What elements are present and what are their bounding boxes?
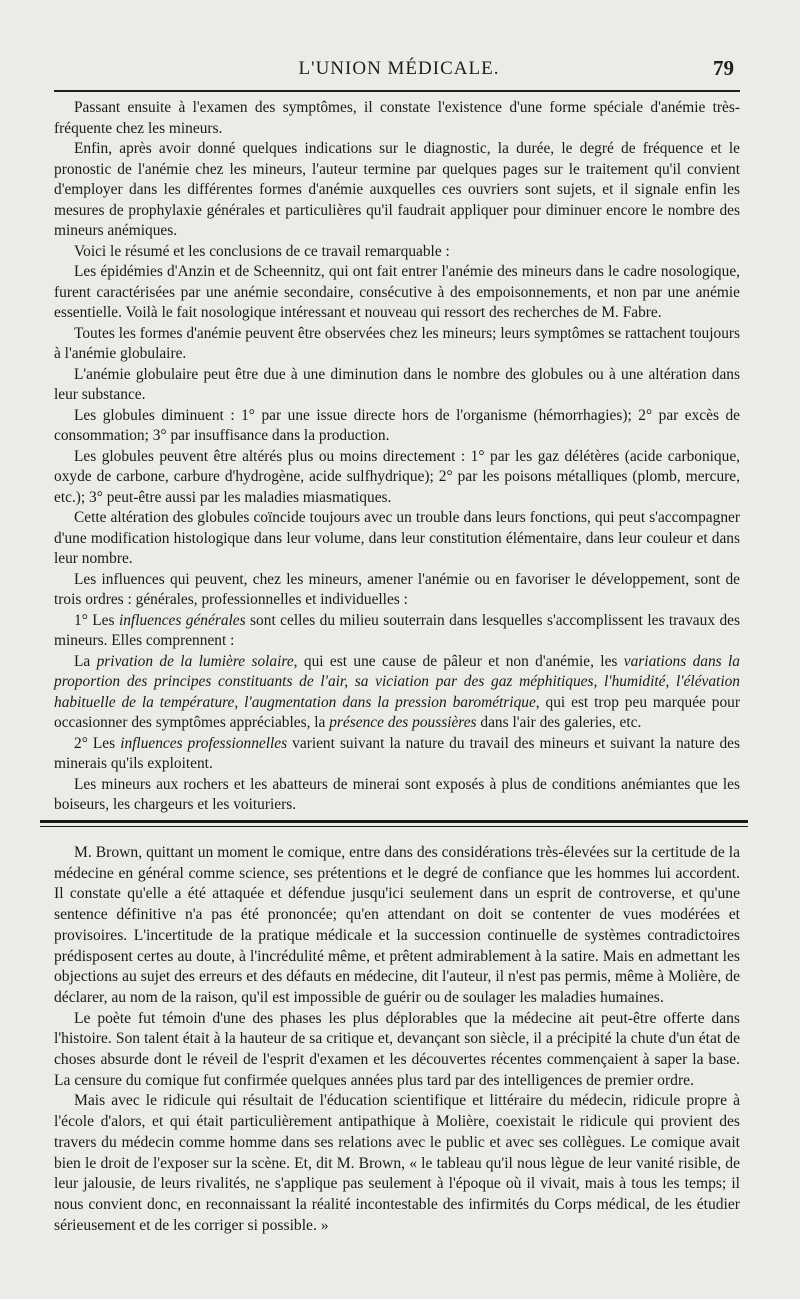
paragraph: Passant ensuite à l'examen des symptômes, il constate l'existence d'une forme spéciale d'anémie très-fréquente chez les mineurs. — [54, 99, 740, 137]
text-run: dans l'air des galeries, etc. — [476, 714, 642, 731]
italic-run: présence des poussières — [329, 714, 477, 731]
text-run: 1° Les — [74, 611, 119, 629]
paragraph — [54, 652, 740, 734]
text-run: varient suivant la nature du travail des mineurs et suivant la nature des minerais qu'ils exploitent. — [54, 734, 740, 772]
paragraph: Voici le résumé et les conclusions de ce travail remarquable : — [74, 242, 450, 260]
paragraph: Enfin, après avoir donné quelques indications sur le diagnostic, la durée, le degré de fréquence et le pronostic de l'anémie chez les mineurs, l'auteur termine par quelques pages sur le traitement qu'il convient d'employer dans les différentes formes d'anémie auxquelles ces ouvriers sont sujets, et il signale enfin les mesures de prophylaxie générales et particulières qu'il faudrait appliquer pour diminuer encore le nombre des mineurs anémiques. — [54, 140, 740, 239]
italic-run: privation de la lumière solaire — [96, 652, 294, 670]
paragraph: M. Brown, quittant un moment le comique, entre dans des considérations très-élevées sur la certitude de la médecine en général comme science, ses prétentions et le degré de confiance que les hommes lui accordent. Il constate qu'elle a été attaquée et défendue jusqu'ici seulement dans un esprit de controverse, et qu'une sentence définitive n'a pas été prononcée; qu'en attendant on doit se contenter de vues modérées et provisoires. L'incertitude de la pratique médicale et la succession continuelle de systèmes contradictoires prédisposent certes au doute, à l'incrédulité même, et prêtent admirablement à la satire. Mais en admettant les objections au sujet des erreurs et des défauts en médecine, dit l'auteur, il n'est pas permis, même à Molière, de déclarer, au nom de la raison, qu'il est impossible de guérir ou de soulager les maladies humaines. — [54, 844, 740, 1006]
running-header — [60, 52, 738, 86]
paragraph: Le poète fut témoin d'une des phases les plus déplorables que la médecine ait peut-être offerte dans l'histoire. Son talent était à la hauteur de sa critique et, devançant son siècle, il a précipité la chute d'un état de choses absurde dont le réveil de l'esprit d'examen et les découvertes récentes commençaient à saper la base. La censure du comique fut confirmée quelques années plus tard par des intelligences de premier ordre. — [54, 1009, 740, 1089]
text-run: 2° Les — [74, 734, 121, 752]
paragraph: Mais avec le ridicule qui résultait de l'éducation scientifique et littéraire du médecin, ridicule propre à l'école d'alors, et qui était particulièrement antipathique à Molière, coexistait le ridicule qui provient des travers du médecin comme homme dans ses relations avec le public et avec ses collègues. Le comique avait bien le droit de l'exposer sur la scène. Et, dit M. Brown, « le tableau qu'il nous lègue de leur vanité risible, de leur jalousie, de leurs rivalités, ne s'applique pas seulement à l'époque où il vivait, mais à tous les temps; il nous convient donc, en reconnaissant la réalité incontestable des infirmités du Corps médical, de les étudier sérieusement et de les corriger si possible. » — [54, 1092, 740, 1234]
text-run: , qui est trop peu marquée pour occasionner des symptômes appréciables, la — [54, 693, 741, 731]
paragraph: Les épidémies d'Anzin et de Scheennitz, qui ont fait entrer l'anémie des mineurs dans le cadre nosologique, furent caractérisées par une anémie secondaire, consécutive à des empoisonnements, et non par une anémie essentielle. Voilà le fait nosologique intéressant et nouveau qui ressort des recherches de M. Fabre. — [54, 263, 740, 321]
paragraph — [54, 734, 740, 775]
paragraph: Toutes les formes d'anémie peuvent être observées chez les mineurs; leurs symptômes se rattachent toujours à l'anémie globulaire. — [54, 324, 740, 362]
paragraph: Les mineurs aux rochers et les abatteurs de minerai sont exposés à plus de conditions anémiantes que les boiseurs, les chargeurs et les voituriers. — [54, 775, 740, 813]
paragraph: Cette altération des globules coïncide toujours avec un trouble dans leurs fonctions, qui peut s'accompagner d'une modification histologique dans leur volume, dans leur constitution élémentaire, dans leur couleur et dans leur nombre. — [54, 509, 740, 567]
anemia-summary-section — [54, 98, 740, 816]
text-run: , qui est une cause de pâleur et non d'anémie, les — [293, 652, 624, 670]
italic-run: influences professionnelles — [120, 734, 288, 752]
page-number: 79 — [713, 56, 734, 80]
paragraph: Les globules peuvent être altérés plus ou moins directement : 1° par les gaz délétères (acide carbonique, oxyde de carbone, carbure d'hydrogène, acide sulfhydrique); 2° par les poisons métalliques (plomb, mercure, etc.); 3° peut-être aussi par les maladies miasmatiques. — [54, 447, 740, 506]
moliere-review-section — [54, 843, 740, 1236]
paragraph: Les globules diminuent : 1° par une issue directe hors de l'organisme (hémorrhagies); 2° par excès de consommation; 3° par insuffisance dans la production. — [54, 406, 740, 444]
section-separator — [40, 820, 748, 823]
header-rule — [54, 90, 740, 92]
journal-title: L'UNION MÉDICALE. — [298, 58, 500, 79]
section-separator-thin — [40, 826, 748, 827]
italic-run: variations dans la proportion des principes constituants de l'air, sa viciation par des gaz méphitiques, l'humidité, l'élévation habituelle de la température, l'augmentation dans la pression barométrique — [54, 652, 740, 711]
text-run: La — [74, 652, 97, 670]
paragraph — [54, 611, 740, 652]
italic-run: influences générales — [118, 611, 246, 629]
paragraph: L'anémie globulaire peut être due à une diminution dans le nombre des globules ou à une altération dans leur substance. — [54, 365, 740, 403]
text-run: sont celles du milieu souterrain dans lesquelles s'accomplissent les travaux des mineurs. Elles comprennent : — [54, 611, 740, 649]
paragraph: Les influences qui peuvent, chez les mineurs, amener l'anémie ou en favoriser le développement, sont de trois ordres : générales, professionnelles et individuelles : — [54, 570, 740, 608]
